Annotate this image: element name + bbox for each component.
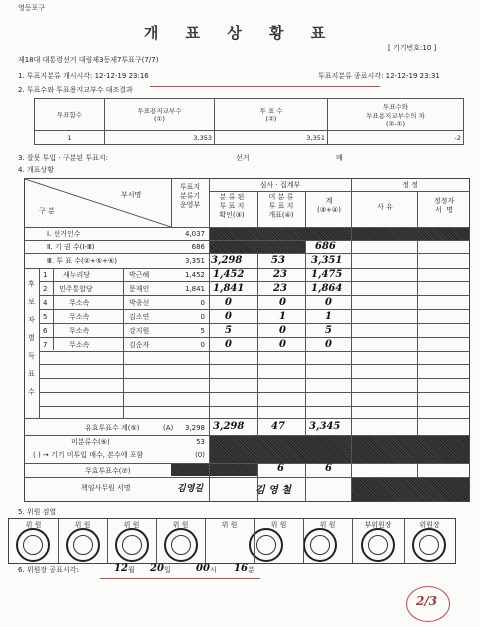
abstain-hw-total: 686 <box>315 241 336 252</box>
shaded-cell <box>210 241 305 253</box>
valid-value: 3,298 <box>184 424 205 432</box>
abstain-value: 686 <box>191 243 205 251</box>
member-label: 위 원 <box>74 521 91 529</box>
candidate-value: 0 <box>200 341 205 349</box>
shaded-cell <box>210 436 351 463</box>
category-header: 구 분 <box>39 207 55 215</box>
header-box-count: 투표함수 <box>35 99 105 131</box>
candidate-value: 1,452 <box>184 271 205 279</box>
candidate-name: 박근혜 <box>129 271 150 279</box>
voters-label: Ⅰ. 선거인수 <box>47 230 81 238</box>
header-ballots: 투 표 수 (②) <box>215 99 328 131</box>
member-label: 위 원 <box>25 521 42 529</box>
page-title: 개 표 상 황 표 <box>143 24 337 42</box>
empty-row-line <box>39 364 469 365</box>
candidate-hw-unsorted: 0 <box>279 339 286 350</box>
candidate-value: 0 <box>200 313 205 321</box>
abstain-label: Ⅱ. 기 권 수(Ⅰ-Ⅲ) <box>47 243 95 251</box>
candidate-value: 1,841 <box>184 285 205 293</box>
unit-month: 월 <box>128 566 135 574</box>
shaded-cell <box>210 228 351 240</box>
candidate-hw-sorted: 0 <box>225 311 232 322</box>
header-difference: 투표수와 투표용지교부수의 차 (②-①) <box>328 99 464 131</box>
candidate-name: 김순자 <box>129 341 150 349</box>
divider <box>39 323 469 324</box>
member-label: 위 원 <box>270 521 287 529</box>
candidate-number: 1 <box>43 271 48 279</box>
sorter-header: 투표지 분류기 운영부 <box>179 183 201 209</box>
member-label: 위 원 <box>172 521 189 529</box>
divider <box>39 337 469 338</box>
divider <box>25 268 469 269</box>
candidate-value: 0 <box>200 299 205 307</box>
section3-label: 3. 잘못 투입 · 구분된 투표지: <box>18 154 109 162</box>
divider <box>39 281 469 282</box>
announce-day: 20 <box>150 563 164 574</box>
divider <box>39 295 469 296</box>
announce-minute: 16 <box>234 563 248 574</box>
corner-diagonal <box>25 179 171 227</box>
section6-label: 6. 위원장 공표시각: <box>18 566 79 574</box>
candidate-hw-unsorted: 23 <box>273 269 287 280</box>
review-header: 심사 · 집계부 <box>259 181 301 189</box>
candidate-name: 박종선 <box>129 299 150 307</box>
member-seal <box>361 528 395 562</box>
candidate-hw-total: 0 <box>325 297 332 308</box>
shaded-cell <box>352 478 469 501</box>
section2-label: 2. 투표수와 투표용지교부수 대조결과 <box>18 86 133 94</box>
votes-hw-total: 3,351 <box>311 255 343 266</box>
candidate-party: 무소속 <box>69 341 90 349</box>
announce-hour: 00 <box>196 563 210 574</box>
member-label: 위원장 <box>419 521 440 529</box>
candidate-hw-total: 1,864 <box>311 283 343 294</box>
header-issued: 투표용지교부수 (①) <box>105 99 215 131</box>
reason-header: 사 유 <box>377 203 393 211</box>
candidate-party: 무소속 <box>69 299 90 307</box>
shaded-cell <box>352 228 469 240</box>
divider <box>351 191 469 192</box>
valid-prefix: (A) <box>163 424 174 432</box>
candidate-name: 문재인 <box>129 285 150 293</box>
section3-count-unit: 매 <box>336 154 343 162</box>
sign-hw-sorter: 김영길 <box>177 484 204 494</box>
candidate-hw-total: 1 <box>325 311 332 322</box>
divider <box>39 309 469 310</box>
member-seal-box <box>8 518 456 564</box>
dept-header: 부서명 <box>121 191 142 199</box>
votes-hw-sorted: 3,298 <box>211 255 243 266</box>
candidate-hw-unsorted: 0 <box>279 297 286 308</box>
shaded-cell <box>210 464 257 476</box>
red-underline <box>100 578 260 579</box>
section4-label: 4. 개표상황 <box>18 166 54 174</box>
candidate-name: 김소연 <box>129 313 150 321</box>
candidate-hw-sorted: 5 <box>225 325 232 336</box>
member-label: 위 원 <box>221 521 238 529</box>
bottom-signature: 2/3 <box>416 594 438 608</box>
valid-hw-unsorted: 47 <box>271 421 285 432</box>
candidate-hw-total: 0 <box>325 339 332 350</box>
candidate-party: 무소속 <box>69 327 90 335</box>
divider <box>25 418 469 419</box>
counting-table <box>24 178 470 502</box>
ballot-reconciliation-table <box>34 98 464 145</box>
unsorted-header: 미 분 류 투 표 지 개표(④) <box>268 193 294 219</box>
shaded-cell <box>352 436 469 463</box>
member-label: 위 원 <box>123 521 140 529</box>
votes-label: Ⅲ. 투 표 수(②+⑤+⑥) <box>47 257 118 265</box>
unclassified-label: 미분류수(⑥) <box>71 438 110 446</box>
empty-row-line <box>39 406 469 407</box>
corner-header <box>25 179 172 228</box>
sorting-end-time: 투표지분류 종료시각: 12-12-19 23:31 <box>318 72 440 80</box>
valid-hw-sorted: 3,298 <box>213 421 245 432</box>
candidate-hw-sorted: 1,841 <box>213 283 245 294</box>
candidate-number: 6 <box>43 327 48 335</box>
red-underline <box>150 86 380 87</box>
valid-hw-total: 3,345 <box>309 421 341 432</box>
unit-hour: 시 <box>210 566 217 574</box>
corrector-header: 정정자 서 명 <box>433 197 455 214</box>
candidate-hw-sorted: 0 <box>225 339 232 350</box>
divider <box>39 351 469 352</box>
value-difference: -2 <box>328 131 464 145</box>
value-issued: 3,353 <box>105 131 215 145</box>
sorting-start-time: 1. 투표지분류 개시시각: 12-12-19 23:16 <box>18 72 149 80</box>
candidates-side-label: 후보자별득표수 <box>28 280 35 396</box>
divider <box>209 191 351 192</box>
candidate-hw-sorted: 1,452 <box>213 269 245 280</box>
candidate-name: 강지원 <box>129 327 150 335</box>
candidate-party: 무소속 <box>69 313 90 321</box>
unit-day: 일 <box>164 566 171 574</box>
invalid-hw-total: 6 <box>325 463 332 474</box>
announce-month: 12 <box>114 563 128 574</box>
sign-label: 책임사무원 서명 <box>81 484 131 492</box>
member-seal <box>66 528 100 562</box>
voters-value: 4,037 <box>184 230 205 238</box>
section5-label: 5. 위원 검열 <box>18 508 57 516</box>
candidate-hw-unsorted: 1 <box>279 311 286 322</box>
candidate-number: 5 <box>43 313 48 321</box>
candidate-hw-total: 1,475 <box>311 269 343 280</box>
candidate-hw-total: 5 <box>325 325 332 336</box>
member-seal <box>412 528 446 562</box>
device-number: [ 기기번호:10 ] <box>388 44 437 52</box>
member-label: 부위원장 <box>364 521 392 529</box>
member-seal <box>303 528 337 562</box>
candidate-value: 5 <box>200 327 205 335</box>
machine-note-value: (0) <box>195 451 205 459</box>
candidate-number: 4 <box>43 299 48 307</box>
value-ballots: 3,351 <box>215 131 328 145</box>
divider <box>123 268 124 418</box>
candidate-number: 7 <box>43 341 48 349</box>
candidate-hw-sorted: 0 <box>225 297 232 308</box>
member-seal <box>164 528 198 562</box>
election-name: 제18대 대통령선거 대림제3동제7투표구(7/7) <box>18 56 159 64</box>
empty-row-line <box>39 378 469 379</box>
total-header: 계 (③+④) <box>317 197 341 214</box>
member-label: 위 원 <box>319 521 336 529</box>
unclassified-value: 53 <box>196 438 205 446</box>
candidate-party: 새누리당 <box>63 271 91 279</box>
machine-note-label: ( ) → 기기 미투입 매수, 본수에 포함 <box>33 451 144 459</box>
sorted-header: 분 류 된 투 표 지 확인(③) <box>219 193 245 219</box>
candidate-hw-unsorted: 0 <box>279 325 286 336</box>
divider <box>25 253 469 254</box>
candidate-party: 민주통합당 <box>59 285 93 293</box>
value-box-count: 1 <box>35 131 105 145</box>
empty-row-line <box>39 392 469 393</box>
district-label: 영등포구 <box>18 4 46 12</box>
votes-hw-unsorted: 53 <box>271 255 285 266</box>
section3-election: 선거 <box>236 154 250 162</box>
divider <box>39 268 40 418</box>
unit-minute: 분 <box>248 566 255 574</box>
correction-header: 정 정 <box>402 181 418 189</box>
candidate-number: 2 <box>43 285 48 293</box>
valid-label: 유효투표수 계(⑤) <box>85 424 140 432</box>
member-seal <box>115 528 149 562</box>
shaded-cell <box>171 464 209 476</box>
invalid-hw-unsorted: 6 <box>277 463 284 474</box>
invalid-label: 무효투표수(⑦) <box>85 467 131 475</box>
votes-value: 3,351 <box>184 257 205 265</box>
member-seal <box>16 528 50 562</box>
candidate-hw-unsorted: 23 <box>273 283 287 294</box>
sign-hw-review: 김 영 철 <box>255 485 291 496</box>
